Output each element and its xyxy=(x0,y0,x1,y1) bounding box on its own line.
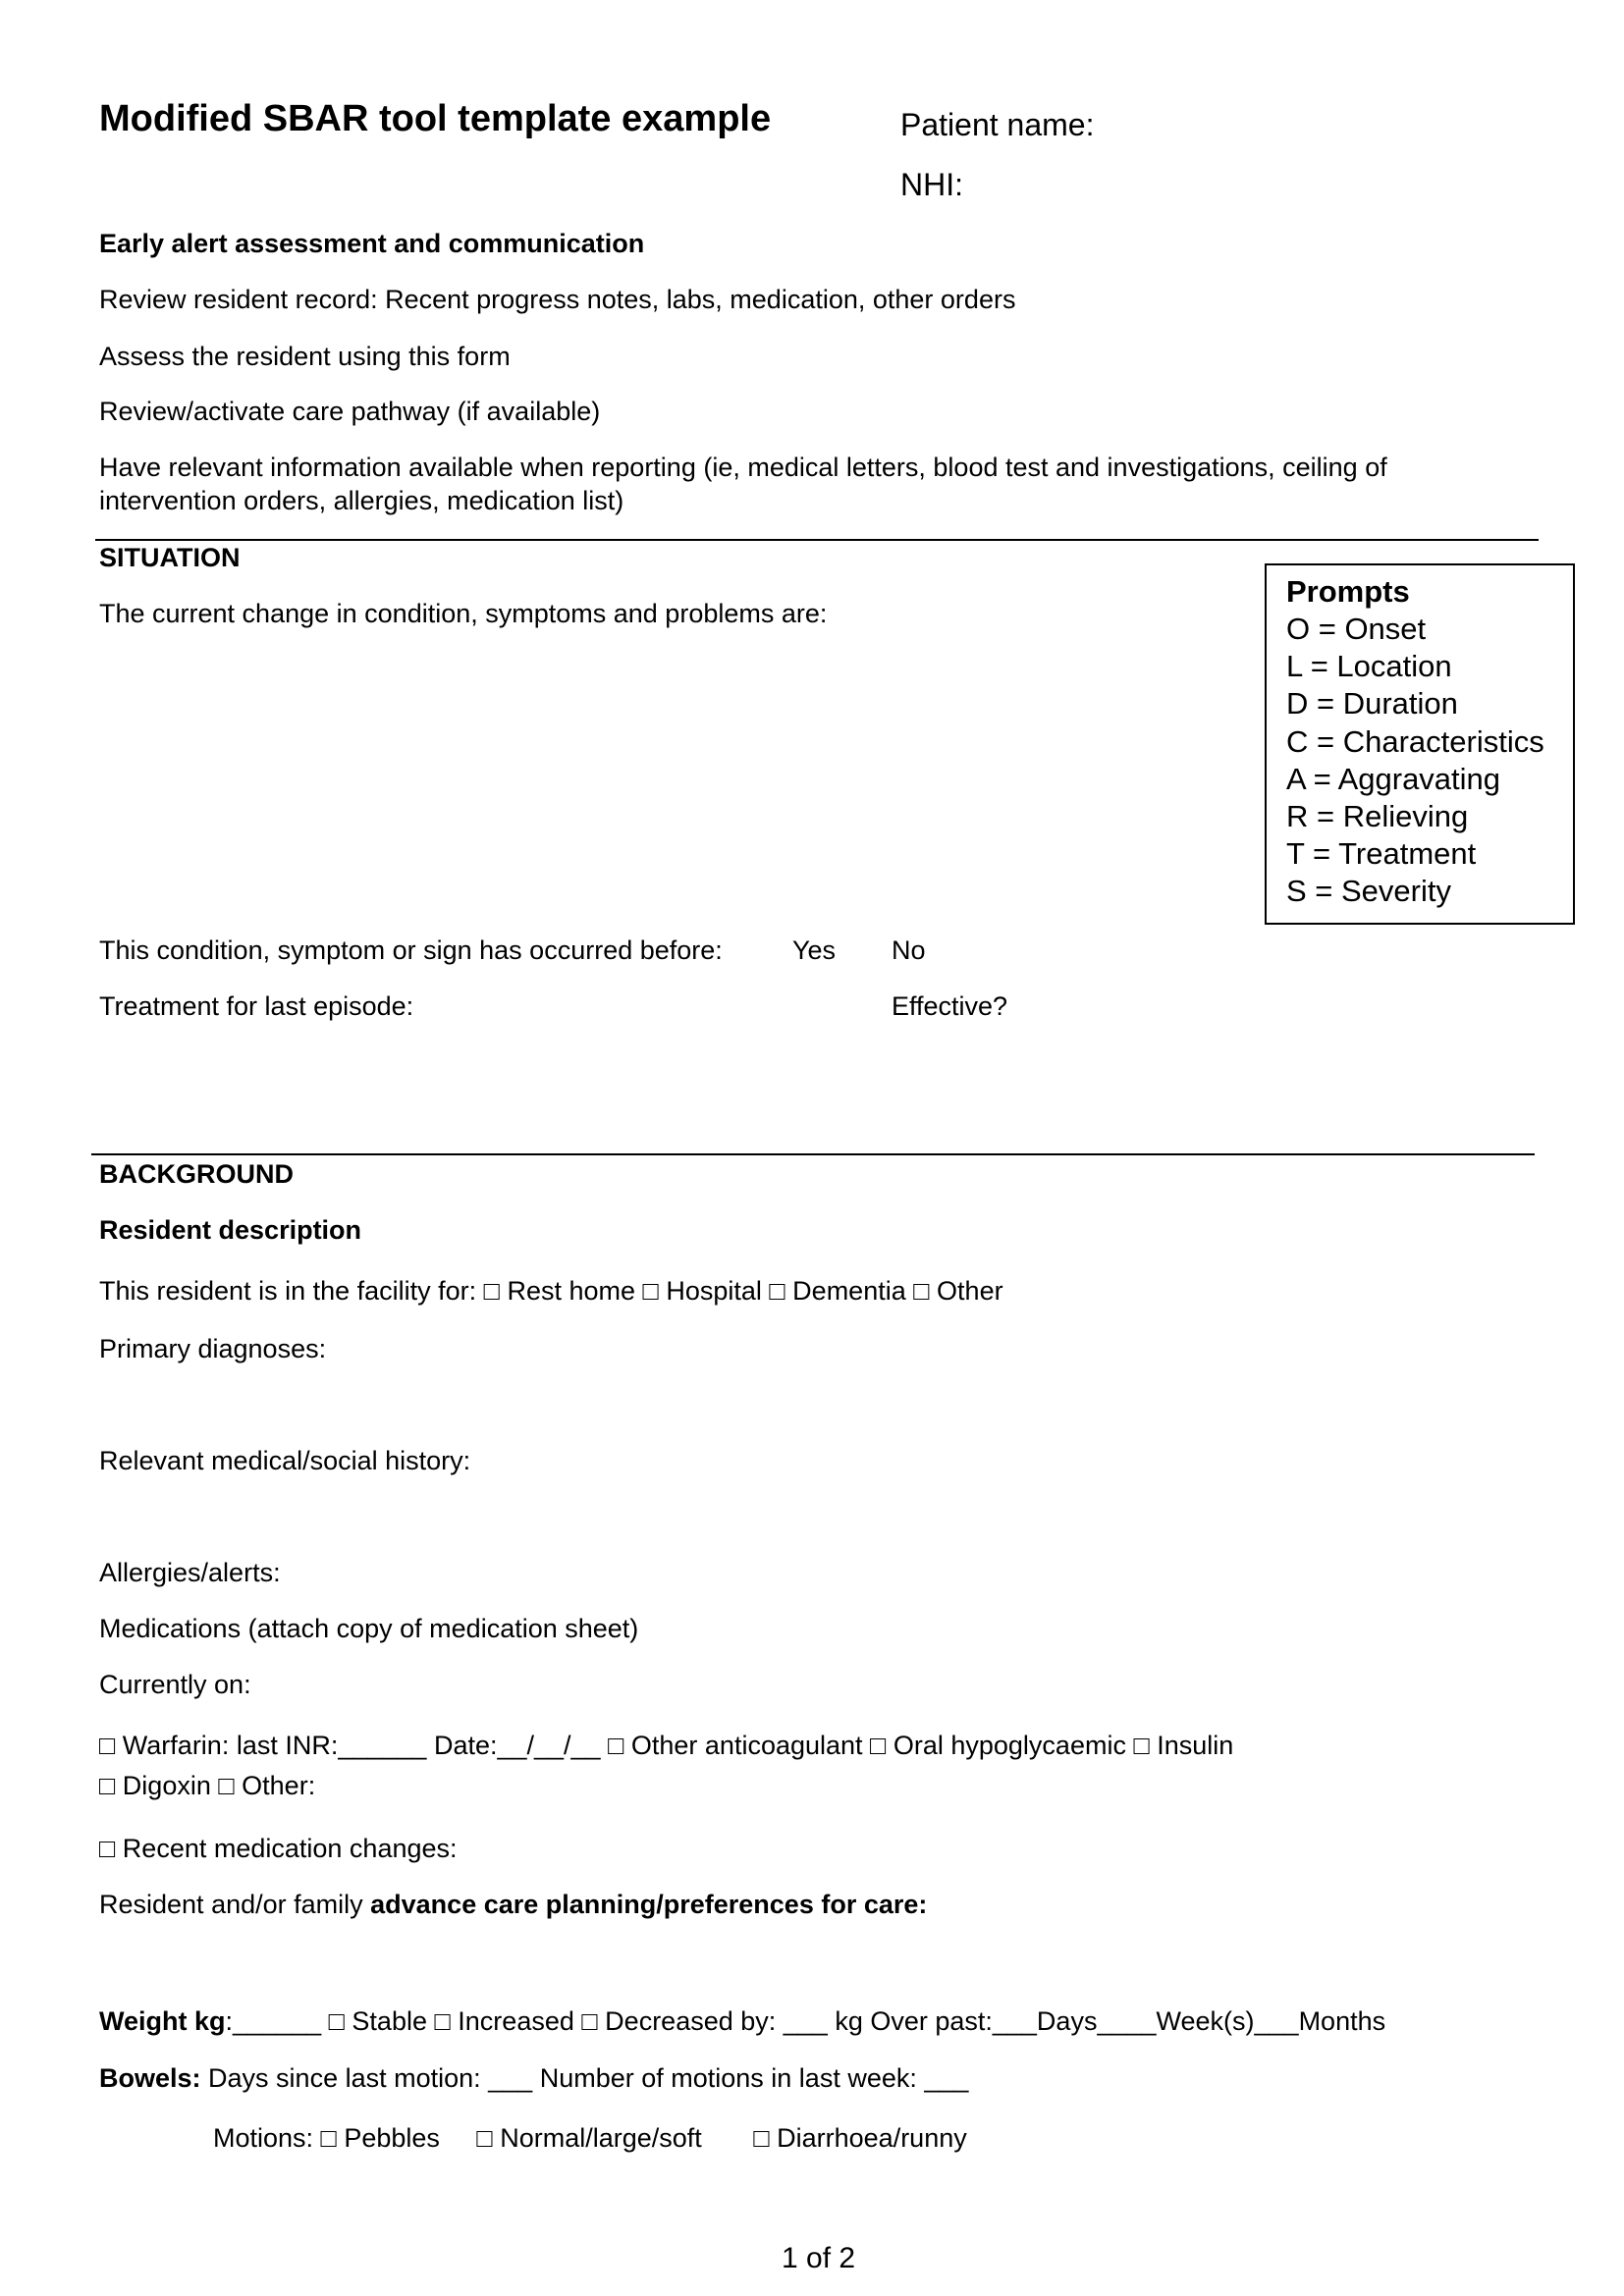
motions-line[interactable]: Motions: □ Pebbles □ Normal/large/soft □ Diarrhoea/runny xyxy=(213,2123,967,2153)
primary-diagnoses-label: Primary diagnoses: xyxy=(99,1334,327,1363)
treatment-last-label: Treatment for last episode: xyxy=(99,991,414,1021)
bowels-details[interactable]: Days since last motion: ___ Number of motions in last week: ___ xyxy=(200,2063,969,2093)
facility-type-line[interactable]: This resident is in the facility for: □ Rest home □ Hospital □ Dementia □ Other xyxy=(99,1276,1003,1306)
acp-prefix: Resident and/or family xyxy=(99,1890,371,1919)
prompts-box xyxy=(1265,563,1575,925)
prompt-onset: O = Onset xyxy=(1286,612,1427,646)
occurred-before-no[interactable]: No xyxy=(892,935,926,965)
prompts-heading: Prompts xyxy=(1286,574,1410,609)
prompt-location: L = Location xyxy=(1286,649,1452,684)
advance-care-planning-line xyxy=(99,1888,927,1921)
effective-label: Effective? xyxy=(892,991,1008,1021)
acp-bold-label: advance care planning/preferences for care: xyxy=(370,1890,928,1919)
situation-heading: SITUATION xyxy=(99,543,241,572)
intro-paragraph-line2: intervention orders, allergies, medication list) xyxy=(99,486,624,515)
medications-checklist-line1[interactable]: □ Warfarin: last INR:______ Date:__/__/__ □ Other anticoagulant □ Oral hypoglycaemic □ Insulin xyxy=(99,1731,1234,1760)
patient-name-label: Patient name: xyxy=(900,107,1095,142)
occurred-before-label: This condition, symptom or sign has occurred before: xyxy=(99,935,723,965)
prompt-characteristics: C = Characteristics xyxy=(1286,723,1544,759)
allergies-label: Allergies/alerts: xyxy=(99,1558,281,1587)
divider-background xyxy=(91,1153,1535,1155)
medications-checklist-line2[interactable]: □ Digoxin □ Other: xyxy=(99,1771,316,1800)
divider-situation xyxy=(95,539,1539,541)
nhi-label: NHI: xyxy=(900,167,963,202)
weight-label: Weight kg xyxy=(99,2006,226,2036)
prompt-duration: D = Duration xyxy=(1286,686,1458,721)
page-number: 1 of 2 xyxy=(782,2242,856,2274)
intro-line-care-pathway: Review/activate care pathway (if available) xyxy=(99,397,601,426)
medications-label: Medications (attach copy of medication sheet) xyxy=(99,1614,639,1643)
page-title: Modified SBAR tool template example xyxy=(99,98,772,139)
recent-medication-changes[interactable]: □ Recent medication changes: xyxy=(99,1834,458,1863)
resident-description-heading: Resident description xyxy=(99,1215,362,1245)
intro-line-assess: Assess the resident using this form xyxy=(99,342,511,371)
intro-heading: Early alert assessment and communication xyxy=(99,229,645,258)
situation-current-change: The current change in condition, symptoms and problems are: xyxy=(99,599,828,628)
prompt-treatment: T = Treatment xyxy=(1286,836,1477,872)
prompt-relieving: R = Relieving xyxy=(1286,799,1469,834)
background-heading: BACKGROUND xyxy=(99,1159,294,1189)
intro-line-review-record: Review resident record: Recent progress notes, labs, medication, other orders xyxy=(99,285,1016,314)
bowels-label: Bowels: xyxy=(99,2063,201,2093)
currently-on-label: Currently on: xyxy=(99,1670,251,1699)
occurred-before-yes[interactable]: Yes xyxy=(792,935,837,965)
prompt-severity: S = Severity xyxy=(1286,874,1451,909)
prompt-aggravating: A = Aggravating xyxy=(1286,761,1501,796)
weight-line[interactable] xyxy=(99,2004,1385,2038)
weight-options[interactable]: :______ □ Stable □ Increased □ Decreased by: ___ kg Over past:___Days____Week(s)___Months xyxy=(225,2006,1386,2036)
bowels-line[interactable] xyxy=(99,2061,968,2095)
intro-paragraph-line1: Have relevant information available when reporting (ie, medical letters, blood test and investigations, ceiling of xyxy=(99,453,1387,482)
history-label: Relevant medical/social history: xyxy=(99,1446,471,1475)
